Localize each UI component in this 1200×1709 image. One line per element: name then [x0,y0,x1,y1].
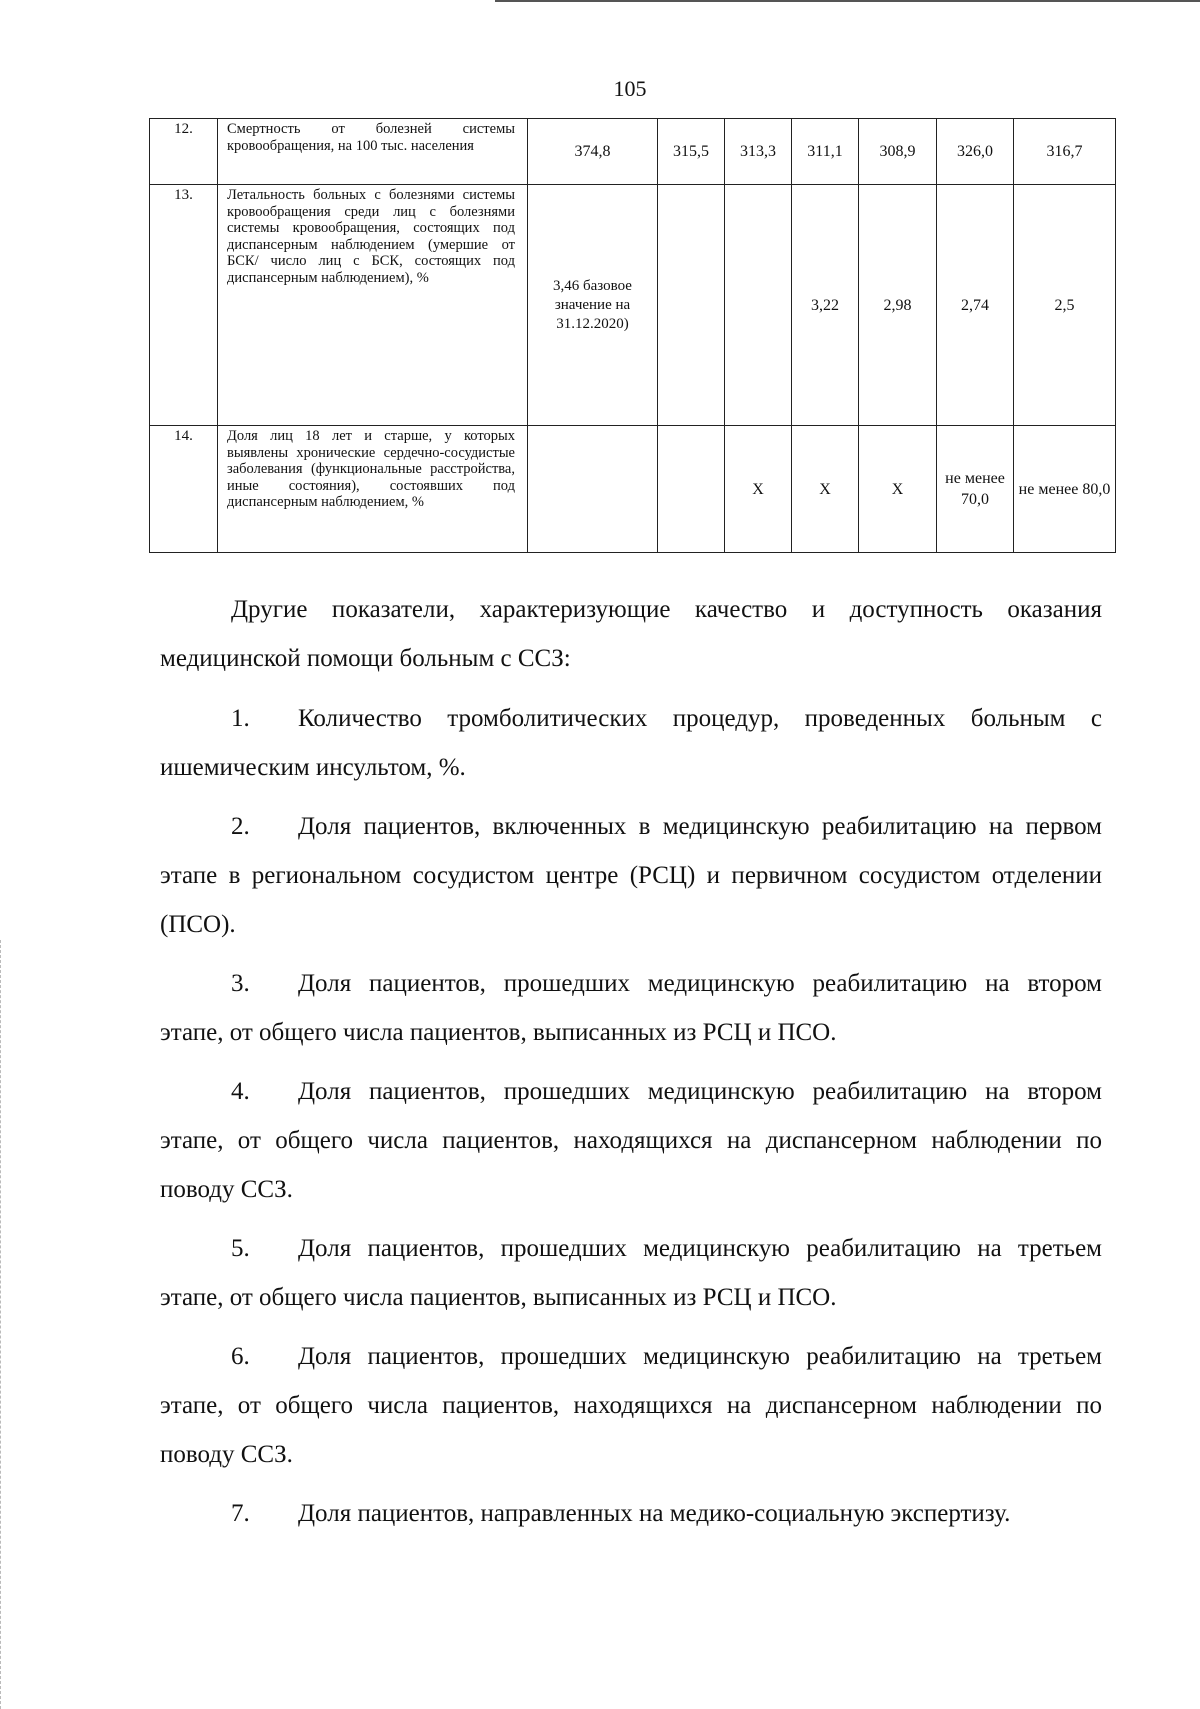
list-item-text: Доля пациентов, прошедших медицинскую реабилитацию на третьем этапе, от общего числа пациентов, находящихся на диспансерном наблюдении по поводу ССЗ. [160,1343,1102,1468]
list-item-text: Доля пациентов, прошедших медицинскую реабилитацию на втором этапе, от общего числа пациентов, находящихся на диспансерном наблюдении по поводу ССЗ. [160,1078,1102,1203]
list-item-text: Доля пациентов, направленных на медико-социальную экспертизу. [298,1500,1011,1527]
indicator-name: Смертность от болезней системы кровообращения, на 100 тыс. населения [218,119,528,185]
year-value: 2,5 [1014,185,1116,426]
list-item-number: 4. [231,1078,250,1105]
year-value: 313,3 [725,119,792,185]
page-number: 105 [613,76,647,101]
year-value: 326,0 [937,119,1014,185]
table-row [150,426,1116,553]
list-item-text: Доля пациентов, включенных в медицинскую реабилитацию на первом этапе в региональном сосудистом центре (РСЦ) и первичном сосудистом отделении (ПСО). [160,813,1102,938]
indicator-name: Доля лиц 18 лет и старше, у которых выявлены хронические сердечно-сосудистые заболевания (функциональные расстройства, иные состояния), состоявших под диспансерным наблюдением, % [218,426,528,553]
list-item [160,1067,1102,1214]
list-item [160,694,1102,792]
list-item-number: 5. [231,1235,250,1262]
list-item-text: Доля пациентов, прошедших медицинскую реабилитацию на втором этапе, от общего числа пациентов, выписанных из РСЦ и ПСО. [160,970,1102,1046]
base-value: 3,46 базовое значение на 31.12.2020) [528,185,658,426]
year-value [658,426,725,553]
list-item-number: 2. [231,813,250,840]
table-row [150,185,1116,426]
year-value [725,185,792,426]
list-item-number: 7. [231,1500,250,1527]
list-item-text: Количество тромболитических процедур, проведенных больным с ишемическим инсультом, %. [160,705,1102,781]
list-item-number: 1. [231,705,250,732]
year-value: не менее 80,0 [1014,426,1116,553]
list-item [160,1224,1102,1322]
year-value [658,185,725,426]
year-value: 316,7 [1014,119,1116,185]
list-item-number: 3. [231,970,250,997]
row-number: 12. [150,119,218,185]
indicators-table [149,118,1116,553]
intro-paragraph: Другие показатели, характеризующие качество и доступность оказания медицинской помощи больным с ССЗ: [160,596,1102,672]
year-value: не менее 70,0 [937,426,1014,553]
year-value: Х [859,426,937,553]
year-value: 3,22 [792,185,859,426]
list-item [160,959,1102,1057]
row-number: 13. [150,185,218,426]
scan-edge [0,940,3,1709]
year-value: 315,5 [658,119,725,185]
year-value: Х [792,426,859,553]
year-value: 2,98 [859,185,937,426]
top-rule [495,0,1200,2]
list-item-text: Доля пациентов, прошедших медицинскую реабилитацию на третьем этапе, от общего числа пациентов, выписанных из РСЦ и ПСО. [160,1235,1102,1311]
list-item-number: 6. [231,1343,250,1370]
year-value: 2,74 [937,185,1014,426]
list-item [160,1489,1102,1538]
year-value: 308,9 [859,119,937,185]
table-row [150,119,1116,185]
year-value: 311,1 [792,119,859,185]
base-value: 374,8 [528,119,658,185]
list-item [160,1332,1102,1479]
list-item [160,802,1102,949]
year-value: Х [725,426,792,553]
row-number: 14. [150,426,218,553]
indicator-name: Летальность больных с болезнями системы кровообращения среди лиц с болезнями системы кровообращения, состоящих под диспансерным наблюдением (умершие от БСК/ число лиц с БСК, состоящих под диспансерным наблюдением), % [218,185,528,426]
body-text [160,585,1102,1538]
base-value [528,426,658,553]
